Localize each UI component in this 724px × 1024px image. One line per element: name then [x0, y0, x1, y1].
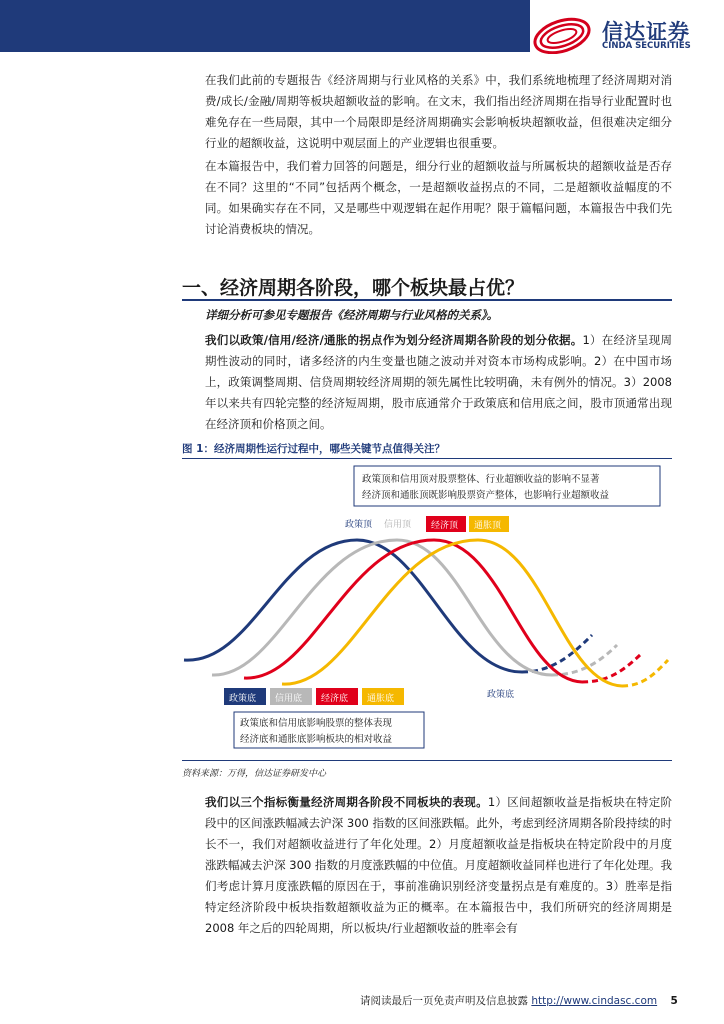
- note-top-line-1: 政策顶和信用顶对股票整体、行业超额收益的影响不显著: [362, 474, 600, 485]
- page-number: 5: [670, 995, 678, 1007]
- section-paragraph-text: 1）在经济呈现周期性波动的同时，诸多经济的内生变量也随之波动并对资本市场构成影响。2）在中国市场上，政策调整周期、信贷周期较经济周期的领先属性比较明确，未有例外的情况。3）2008 年以来共有四轮完整的经济短周期，股市底通常介于政策底和信用底之间，股市顶通常出现在经济顶和价格顶之间。: [205, 333, 672, 431]
- section-heading: 一、经济周期各阶段，哪个板块最占优？: [182, 277, 525, 299]
- note-bottom-line-2: 经济底和通胀底影响板块的相对收益: [240, 734, 393, 745]
- note-top-line-2: 经济顶和通胀顶既影响股票资产整体，也影响行业超额收益: [362, 490, 610, 501]
- section-paragraph: [182, 330, 672, 435]
- body-paragraph-bold: 我们以三个指标衡量经济周期各阶段不同板块的表现。: [205, 795, 488, 809]
- label-policy-top: 政策顶: [345, 520, 373, 530]
- figure-rule-top: [182, 458, 672, 459]
- figure-rule-bottom: [182, 760, 672, 761]
- note-bottom-line-1: 政策底和信用底影响股票的整体表现: [240, 718, 393, 729]
- label-credit-bottom: 信用底: [275, 694, 303, 704]
- figure-caption: 图 1：经济周期性运行过程中，哪些关键节点值得关注？: [182, 443, 445, 455]
- section-lead: 详细分析可参见专题报告《经济周期与行业风格的关系》。: [205, 308, 499, 322]
- label-inflation-bottom: 通胀底: [367, 694, 395, 704]
- label-credit-top: 信用顶: [384, 520, 412, 530]
- website-link[interactable]: http://www.cindasc.com: [531, 995, 658, 1007]
- logo-text-en: CINDA SECURITIES: [602, 41, 691, 51]
- intro-paragraph-1: 在我们此前的专题报告《经济周期与行业风格的关系》中，我们系统地梳理了经济周期对消费/成长/金融/周期等板块超额收益的影响。在文末，我们指出经济周期在指导行业配置时也难免存在一些局限，其中一个局限即是经济周期确实会影响板块超额收益，但很难决定细分行业的超额收益，这说明中观层面上的产业逻辑也很重要。: [205, 73, 672, 150]
- disclaimer-text: 请阅读最后一页免责声明及信息披露: [360, 995, 528, 1007]
- label-economy-top: 经济顶: [431, 521, 459, 531]
- label-inflation-top: 通胀顶: [474, 521, 502, 531]
- cycle-diagram: [182, 460, 672, 760]
- intro-paragraph-2: 在本篇报告中，我们着力回答的问题是，细分行业的超额收益与所属板块的超额收益是否存在不同？这里的“不同”包括两个概念，一是超额收益拐点的不同，二是超额收益幅度的不同。如果确实存在不同，又是哪些中观逻辑在起作用呢？限于篇幅问题，本篇报告中我们先讨论消费板块的情况。: [205, 159, 672, 236]
- heading-rule: [182, 299, 672, 301]
- label-policy-bottom-right: 政策底: [487, 690, 515, 700]
- logo-text-cn: 信达证券: [602, 20, 690, 44]
- brand-logo: [532, 14, 712, 54]
- label-policy-bottom: 政策底: [229, 694, 257, 704]
- cinda-logo-icon: [532, 14, 598, 54]
- curve-inflation: [282, 540, 622, 686]
- page-footer: [360, 993, 678, 1008]
- curve-policy-dash: [522, 635, 592, 672]
- body-paragraph: [182, 792, 672, 939]
- section-paragraph-bold: 我们以政策/信用/经济/通胀的拐点作为划分经济周期各阶段的划分依据。: [205, 333, 583, 347]
- body-paragraph-text: 1）区间超额收益是指板块在特定阶段中的区间涨跌幅减去沪深 300 指数的区间涨跌幅。此外，考虑到经济周期各阶段持续的时长不一，我们对超额收益进行了年化处理。2）月度超额收益是指板块在特定阶段中的月度涨跌幅减去沪深 300 指数的月度涨跌幅的中位值。月度超额收益同样也进行了年化处理。我们考虑计算月度涨跌幅的原因在于，事前准确识别经济变量拐点是有难度的。3）胜率是指特定经济阶段中板块指数超额收益为正的概率。在本篇报告中，我们所研究的经济周期是 2008 年之后的四轮周期，所以板块/行业超额收益的胜率会有: [205, 795, 672, 935]
- header-bar: [0, 0, 530, 52]
- figure-source: 资料来源：万得，信达证券研发中心: [182, 769, 327, 779]
- label-economy-bottom: 经济底: [321, 694, 349, 704]
